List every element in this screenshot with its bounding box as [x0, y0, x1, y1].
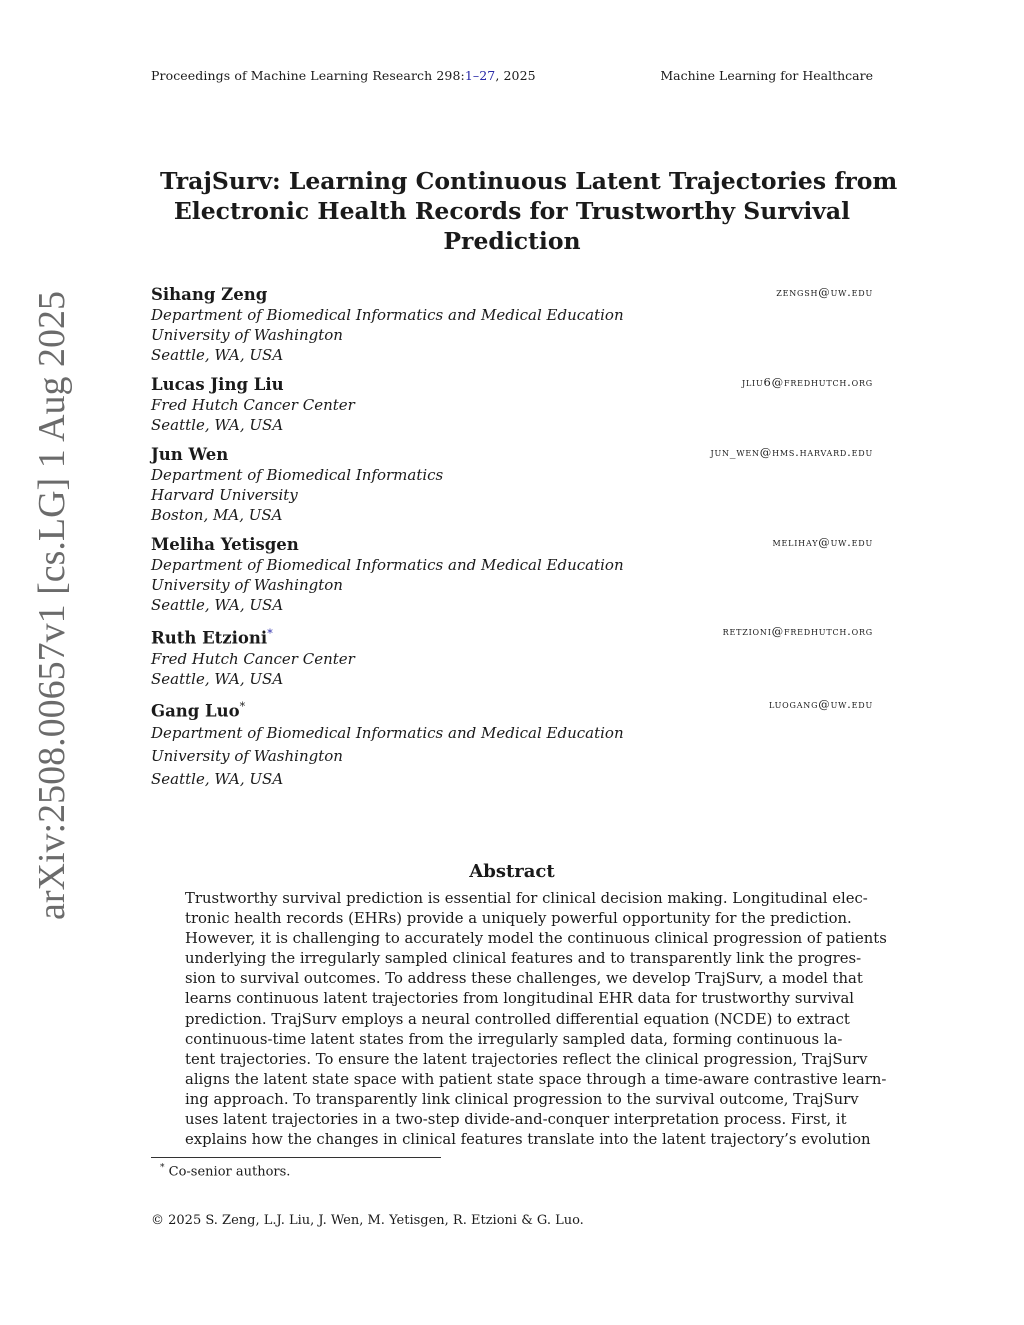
- running-header-right: Machine Learning for Healthcare: [660, 68, 873, 83]
- author-affiliation: Department of Biomedical Informatics and Medical Education: [151, 723, 624, 742]
- author-entry: [151, 375, 873, 435]
- footnote: [160, 1163, 290, 1179]
- co-senior-footnote-mark[interactable]: *: [267, 627, 273, 640]
- author-location: Boston, MA, USA: [151, 506, 283, 524]
- author-name: Sihang Zeng: [151, 285, 268, 304]
- footnote-divider: [151, 1157, 441, 1158]
- author-name: Gang Luo: [151, 701, 240, 721]
- abstract-line: uses latent trajectories in a two-step divide-and-conquer interpretation process. First, it: [185, 1111, 847, 1129]
- abstract-line: underlying the irregularly sampled clinical features and to transparently link the progres-: [185, 950, 862, 968]
- author-email[interactable]: jun_wen@hms.harvard.edu: [710, 445, 873, 459]
- author-email[interactable]: retzioni@fredhutch.org: [722, 624, 873, 638]
- abstract-body: [185, 889, 887, 1150]
- author-entry: [151, 285, 873, 365]
- author-entry: [151, 624, 873, 689]
- author-location: Seattle, WA, USA: [151, 769, 284, 788]
- author-email[interactable]: jliu6@fredhutch.org: [741, 375, 873, 389]
- title-line: Electronic Health Records for Trustworthy Survival: [173, 197, 851, 225]
- header-proceedings: Proceedings of Machine Learning Research 298:: [151, 68, 465, 83]
- arxiv-side-stamp: arXiv:2508.00657v1 [cs.LG] 1 Aug 2025: [31, 290, 73, 920]
- author-affiliation: Department of Biomedical Informatics and Medical Education: [151, 556, 624, 574]
- author-name: Ruth Etzioni: [151, 628, 268, 648]
- abstract-line: Trustworthy survival prediction is essential for clinical decision making. Longitudinal elec-: [185, 890, 868, 907]
- author-affiliation: Fred Hutch Cancer Center: [151, 649, 355, 668]
- footnote-mark: *: [160, 1163, 165, 1173]
- paper-title: [160, 166, 898, 256]
- author-email[interactable]: luogang@uw.edu: [768, 697, 873, 711]
- title-line: TrajSurv: Learning Continuous Latent Trajectories from: [160, 167, 898, 195]
- footnote-text: Co-senior authors.: [168, 1164, 291, 1180]
- author-name-line: [151, 697, 873, 722]
- page-range-link[interactable]: 1–27: [464, 68, 496, 83]
- abstract-line: ing approach. To transparently link clinical progression to the survival outcome, TrajSurv: [185, 1090, 859, 1108]
- copyright-notice: © 2025 S. Zeng, L.J. Liu, J. Wen, M. Yetisgen, R. Etzioni & G. Luo.: [151, 1213, 584, 1228]
- author-affiliation: Fred Hutch Cancer Center: [151, 396, 355, 414]
- author-email[interactable]: zengsh@uw.edu: [776, 285, 873, 299]
- author-entry: [151, 697, 873, 791]
- author-institution: Harvard University: [151, 486, 298, 504]
- running-header-left: [151, 68, 536, 83]
- abstract-line: aligns the latent state space with patient state space through a time-aware contrastive learn-: [185, 1070, 887, 1088]
- author-name: Lucas Jing Liu: [151, 375, 284, 394]
- header-year: , 2025: [495, 68, 536, 83]
- abstract-line: continuous-time latent states from the irregularly sampled data, forming continuous la-: [185, 1030, 843, 1048]
- author-entry: [151, 445, 873, 525]
- abstract-line: tent trajectories. To ensure the latent trajectories reflect the clinical progression, TrajSurv: [185, 1050, 868, 1068]
- author-entry: [151, 535, 873, 615]
- author-location: Seattle, WA, USA: [151, 346, 284, 364]
- abstract-line: prediction. TrajSurv employs a neural controlled differential equation (NCDE) to extract: [185, 1010, 850, 1028]
- co-senior-footnote-mark: *: [239, 700, 246, 713]
- abstract-line: tronic health records (EHRs) provide a uniquely powerful opportunity for the prediction.: [185, 910, 852, 928]
- abstract-line: sion to survival outcomes. To address these challenges, we develop TrajSurv, a model that: [185, 970, 863, 988]
- abstract-heading: Abstract: [469, 861, 555, 882]
- abstract-line: explains how the changes in clinical features translate into the latent trajectory’s evolution: [185, 1131, 871, 1149]
- author-email[interactable]: melihay@uw.edu: [772, 535, 873, 549]
- author-institution: University of Washington: [151, 576, 343, 594]
- author-name: Meliha Yetisgen: [151, 535, 299, 554]
- abstract-line: learns continuous latent trajectories from longitudinal EHR data for trustworthy survival: [185, 990, 855, 1008]
- author-affiliation: Department of Biomedical Informatics: [151, 466, 444, 484]
- author-institution: University of Washington: [151, 326, 343, 344]
- author-institution: University of Washington: [151, 746, 343, 765]
- author-location: Seattle, WA, USA: [151, 416, 284, 434]
- author-affiliation: Department of Biomedical Informatics and Medical Education: [151, 306, 624, 324]
- author-name: Jun Wen: [151, 445, 229, 464]
- author-location: Seattle, WA, USA: [151, 596, 284, 614]
- abstract-line: However, it is challenging to accurately model the continuous clinical progression of patients: [185, 930, 887, 948]
- title-line: Prediction: [443, 227, 581, 255]
- author-location: Seattle, WA, USA: [151, 669, 284, 688]
